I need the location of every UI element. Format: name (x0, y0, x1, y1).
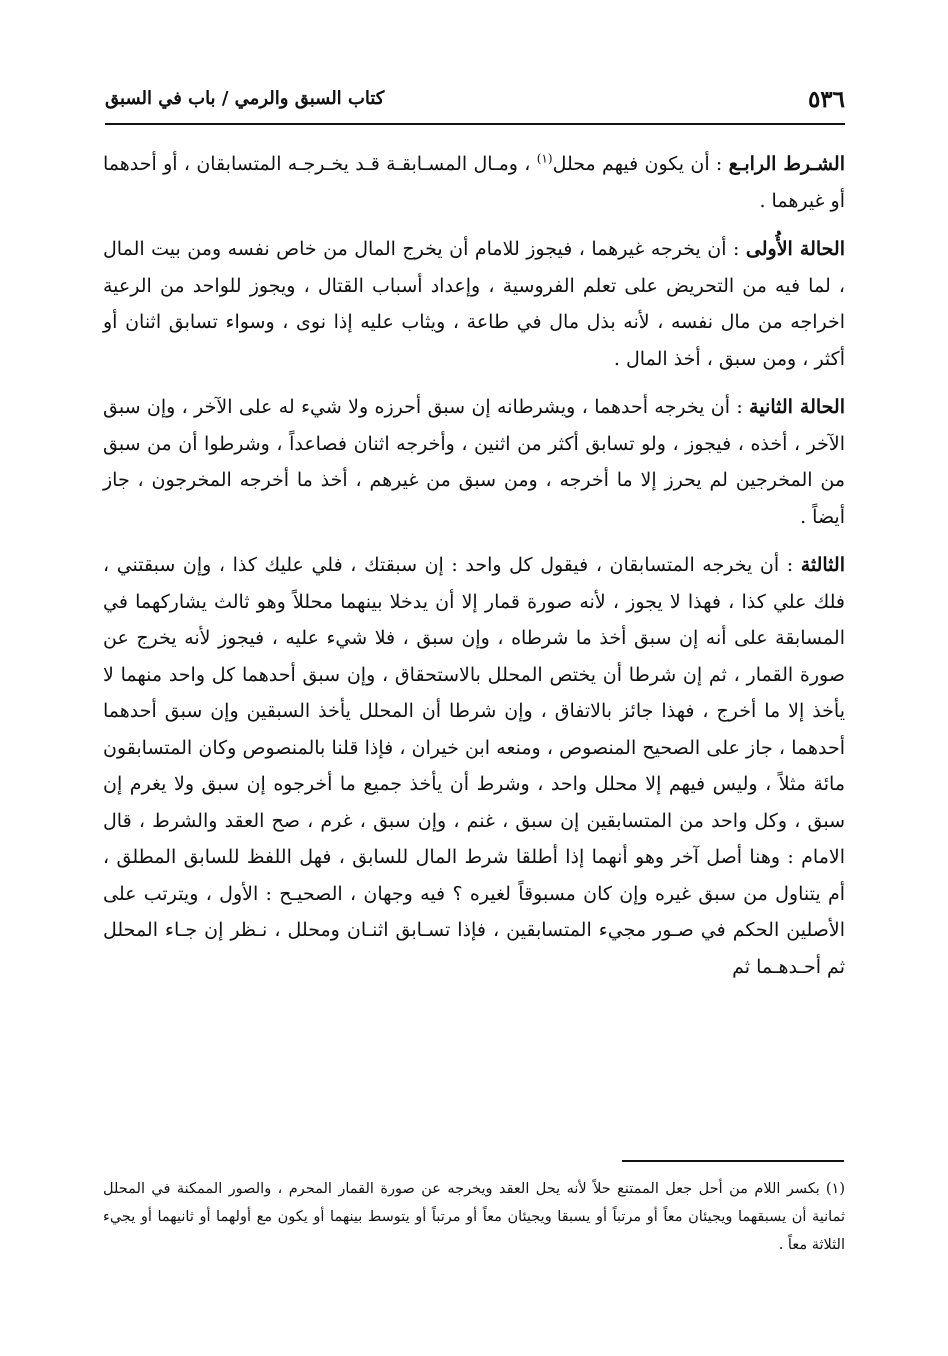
footnote-text: بكسر اللام من أحل جعل الممتنع حلاً لأنه يحل العقد ويخرجه عن صورة القمار المحرم ، والصور الممكنة في المحلل ثمانية أن يسبقهما ويجيئان معاً أو مرتباً أو يسبقا ويجيئان معاً أو مرتباً أو يتوسط بينهما أو يكون مع أولهما أو ثانيهما أو يجيء الثلاثة معاً . (103, 1181, 845, 1253)
body-text (103, 146, 845, 997)
paragraph-heading: الثالثة (800, 554, 845, 576)
page-number: ٥٣٦ (807, 86, 845, 113)
paragraph-heading: الحالة الثانية (749, 396, 845, 418)
paragraph-case-two (103, 389, 845, 535)
paragraph-text: : أن يكون فيهم محلل (552, 153, 729, 175)
footnotes (103, 1175, 845, 1259)
paragraph-text: : أن يخرجه غيرهما ، فيجوز للامام أن يخرج المال من خاص نفسه ومن بيت المال ، لما فيه من التحريض على تعلم الفروسية ، وإعداد أسباب القتال ، ويجوز للواحد من الرعية اخراجه من مال نفسه ، لأنه بذل مال في طاعة ، ويثاب عليه إذا نوى ، وسواء تسابق اثنان أو أكثر ، ومن سبق ، أخذ المال . (103, 238, 845, 370)
paragraph-case-one (103, 231, 845, 377)
page-header (105, 82, 845, 122)
running-title: كتاب السبق والرمي / باب في السبق (105, 88, 385, 109)
paragraph-text: ، ومـال المسـابقـة قـد يخـرجـه المتسابقان ، أو أحدهما أو غيرهما . (103, 153, 845, 212)
paragraph-heading: الحالة الأُولى (745, 238, 845, 260)
footnote (103, 1175, 845, 1259)
header-rule (105, 123, 845, 125)
paragraph-text: : أن يخرجه المتسابقان ، فيقول كل واحد : إن سبقتك ، فلي عليك كذا ، وإن سبقتني ، فلك علي كذا ، فهذا لا يجوز ، لأنه صورة قمار إلا أن يدخلا بينهما محللاً وهو ثالث يشاركهما في المسابقة على أنه إن سبق أخذ ما شرطاه ، وإن سبق ، فلا شيء عليه ، فيجوز لأنه يخرج عن صورة القمار ، ثم إن شرطا أن يختص المحلل بالاستحقاق ، وإن سبق أحدهما كل واحد منهما لا يأخذ إلا ما أخرج ، فهذا جائز بالاتفاق ، وإن شرطا أن المحلل يأخذ السبقين وإن سبق أحدهما أحدهما ، جاز على الصحيح المنصوص ، ومنعه ابن خيران ، فإذا قلنا بالمنصوص وكان المتسابقون مائة مثلاً ، وليس فيهم إلا محلل واحد ، وشرط أن يأخذ جميع ما أخرجوه إن سبق ولا يغرم إن سبق ، وكل واحد من المتسابقين إن سبق ، غنم ، وإن سبق ، غرم ، صح العقد والشرط ، قال الامام : وهنا أصل آخر وهو أنهما إذا أطلقا شرط المال للسابق ، فهل اللفظ للسابق المطلق ، أم يتناول من سبق غيره وإن كان مسبوقاً لغيره ؟ فيه وجهان ، الصحيـح : الأول ، ويترتب على الأصلين الحكم في صـور مجيء المتسابقين ، فإذا تسـابق اثنـان ومحلل ، نـظر إن جـاء المحلل ثم أحـدهـما ثم (103, 554, 845, 978)
paragraph-case-three (103, 547, 845, 985)
footnote-rule (622, 1160, 844, 1162)
footnote-reference[interactable]: (١) (536, 151, 553, 166)
paragraph-heading: الشـرط الرابـع (728, 153, 845, 175)
paragraph-condition-four (103, 146, 845, 219)
footnote-marker: (١) (825, 1181, 845, 1197)
paragraph-text: : أن يخرجه أحدهما ، ويشرطانه إن سبق أحرزه ولا شيء له على الآخر ، وإن سبق الآخر ، أخذه ، فيجوز ، ولو تسابق أكثر من اثنين ، وأخرجه اثنان فصاعداً ، وشرطوا أن من سبق من المخرجين لم يحرز إلا ما أخرجه ، ومن سبق من غيرهم ، أخذ ما أخرجه المخرجون ، جاز أيضاً . (103, 396, 845, 528)
